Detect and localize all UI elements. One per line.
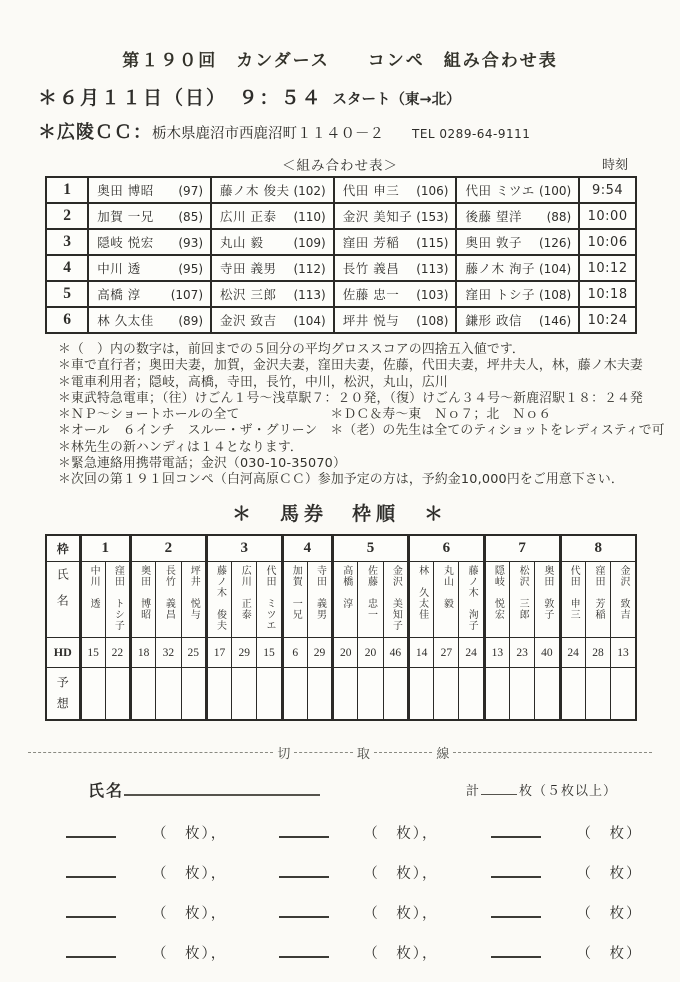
player-cell [456,307,579,333]
bracket-player: 奥田 敦子 [535,562,560,638]
player-cell [334,307,457,333]
player-score: (126) [538,236,572,250]
hd-row-label: HD [46,638,80,668]
bracket-player: 奥田 博昭 [131,562,156,638]
prediction-cell [282,668,307,720]
player-cell [456,281,579,307]
player-cell [456,229,579,255]
hd-value: 28 [585,638,610,668]
bracket-player: 窪田 トシ子 [105,562,130,638]
player-name: 鎌形 政信 [465,313,522,328]
prediction-row-label: 予想 [46,668,80,720]
bracket-player: 藤ノ木 俊夫 [206,562,231,638]
slip-name-label: 氏名 [88,780,125,800]
cut-char: 線 [436,746,450,762]
bracket-player: 寺田 義男 [307,562,332,638]
player-cell [88,203,211,229]
prediction-cell [611,668,636,720]
bet-count-label: （ 枚）， [152,945,228,962]
player-name: 窪田 芳稲 [342,235,400,250]
bet-fill-line [66,826,116,838]
bet-count-label: （ 枚）， [363,945,439,962]
slip-total [466,780,617,799]
venue-line [38,118,680,144]
prediction-row [46,668,636,720]
frame-number: 2 [131,535,207,562]
date-time-text: ＊６月１１日（日） ９：５４ [38,87,323,109]
hd-value: 25 [181,638,206,668]
hd-value: 40 [535,638,560,668]
player-name: 藤ノ木 洵子 [465,261,535,276]
player-name: 坪井 悦与 [342,313,400,328]
player-cell [334,177,457,203]
hd-value: 24 [459,638,484,668]
start-time: 10:00 [579,203,636,229]
player-score: (100) [538,184,572,198]
bet-entry-row [66,822,680,862]
pairing-caption-row [0,154,680,172]
notes-section [58,342,680,489]
start-time: 10:18 [579,281,636,307]
hd-value: 13 [611,638,636,668]
bet-fill-line [66,906,116,918]
player-score: (88) [546,210,572,224]
group-number: 6 [46,307,88,333]
bet-fill-line [279,906,329,918]
venue-name: ＊広陵ＣＣ： [38,122,152,143]
cut-dash [374,752,432,753]
player-score: (110) [293,210,326,224]
handicap-row [46,638,636,668]
pairing-table-caption: ＜組み合わせ表＞ [282,158,398,174]
bracket-player: 加賀 一兄 [282,562,307,638]
frame-number: 3 [206,535,282,562]
bet-entry-row [66,942,680,982]
player-score: (146) [538,314,572,328]
bracket-player: 林 久太佳 [408,562,433,638]
bracket-player: 中川 透 [80,562,105,638]
hd-value: 32 [156,638,181,668]
hd-value: 20 [358,638,383,668]
player-cell [88,281,211,307]
note-line: ＊ＮＰ～ショートホールの全て ＊ＤＣ＆寿～東 Ｎｏ７；北 Ｎｏ６ [58,407,552,423]
bet-entry-row [66,862,680,902]
prediction-cell [333,668,358,720]
bracket-player: 金沢 美知子 [383,562,408,638]
bracket-player: 代田 ミツエ [257,562,282,638]
bet-count-label: （ 枚）， [363,905,439,922]
player-cell [211,255,334,281]
prediction-cell [80,668,105,720]
player-name: 後藤 望洋 [465,209,522,224]
prediction-cell [131,668,156,720]
player-score: (104) [538,262,572,276]
bet-count-label: （ 枚）， [363,865,439,882]
bracket-player: 金沢 致吉 [611,562,636,638]
player-cell [88,177,211,203]
player-score: (109) [293,236,326,250]
player-score: (104) [293,314,326,328]
bet-fill-line [491,906,541,918]
prediction-cell [257,668,282,720]
time-column-header: 時刻 [601,158,628,173]
bracket-section-title: ＊ 馬券 枠順 ＊ [231,502,448,525]
player-cell [334,281,457,307]
prediction-cell [206,668,231,720]
hd-value: 29 [307,638,332,668]
note-line: ＊（ ）内の数字は，前回までの５回分の平均グロススコアの四捨五入値です． [58,342,525,357]
player-name: 金沢 美知子 [342,209,413,224]
bet-fill-line [279,826,329,838]
player-name: 奥田 博昭 [97,183,154,198]
frame-number-row [46,535,636,562]
player-cell [88,255,211,281]
cut-dash [28,752,273,753]
player-name: 代田 申三 [342,183,400,198]
bet-entry-section [66,822,680,982]
bet-entry-row [66,902,680,942]
prediction-cell [510,668,535,720]
frame-row-label: 枠 [46,535,80,562]
start-time: 9:54 [579,177,636,203]
start-course-note: スタート（東→北） [332,92,461,108]
bet-count-label: （ 枚）， [363,825,439,842]
bet-count-label: （ 枚） [576,905,643,922]
total-suffix: 枚（５枚以上） [519,783,618,799]
player-score: (93) [178,236,204,250]
player-cell [211,229,334,255]
player-name: 窪田 トシ子 [465,287,535,302]
player-score: (108) [416,314,449,328]
player-name: 林 久太佳 [97,313,154,328]
start-time: 10:12 [579,255,636,281]
note-line: ＊車で直行者；奥田夫妻，加賀，金沢夫妻，窪田夫妻，佐藤，代田夫妻，坪井夫人，林，藤ノ木夫妻 [58,358,643,374]
hd-value: 13 [484,638,509,668]
group-number: 1 [46,177,88,203]
hd-value: 18 [131,638,156,668]
player-cell [456,255,579,281]
player-cell [456,177,579,203]
player-score: (113) [293,288,326,302]
player-score: (95) [178,262,204,276]
player-cell [456,203,579,229]
prediction-cell [484,668,509,720]
bet-fill-line [279,866,329,878]
start-time: 10:24 [579,307,636,333]
player-cell [211,281,334,307]
note-line: ＊東武特急電車；（往）けごん１号～浅草駅７：２０発，（復）けごん３４号～新鹿沼駅１８：２４発 [58,390,644,406]
total-fill-line [481,782,517,795]
player-score: (89) [178,314,204,328]
prediction-cell [358,668,383,720]
note-line: ＊緊急連絡用携帯電話；金沢（030-10-35070） [58,456,347,472]
prediction-cell [434,668,459,720]
player-name: 広川 正泰 [220,209,277,224]
cut-dash [453,752,652,753]
player-score: (153) [416,210,449,224]
name-fill-line [124,779,320,796]
bracket-player: 長竹 義昌 [156,562,181,638]
bracket-player: 松沢 三郎 [510,562,535,638]
player-cell [334,229,457,255]
prediction-cell [181,668,206,720]
player-cell [334,203,457,229]
bet-fill-line [491,866,541,878]
bracket-player: 佐藤 忠一 [358,562,383,638]
player-name: 寺田 義男 [220,261,277,276]
bet-count-label: （ 枚）， [152,905,228,922]
hd-value: 6 [282,638,307,668]
bet-fill-line [66,866,116,878]
hd-value: 23 [510,638,535,668]
prediction-cell [383,668,408,720]
hd-value: 24 [560,638,585,668]
player-name: 代田 ミツエ [465,183,535,198]
player-score: (107) [170,288,204,302]
player-name: 松沢 三郎 [220,287,277,302]
group-number: 2 [46,203,88,229]
hd-value: 15 [257,638,282,668]
bracket-player: 代田 申三 [560,562,585,638]
prediction-cell [307,668,332,720]
bet-count-label: （ 枚）， [152,865,228,882]
table-row [46,203,636,229]
player-cell [88,229,211,255]
bet-count-label: （ 枚）， [152,825,228,842]
note-line: ＊次回の第１９１回コンペ（白河高原ＣＣ）参加予定の方は，予約金10,000円をご用意下さい． [58,472,624,488]
bracket-player: 窪田 芳稲 [585,562,610,638]
cut-char: 切 [277,746,291,762]
bracket-player: 隠岐 悦宏 [484,562,509,638]
player-cell [334,255,457,281]
prediction-cell [105,668,130,720]
player-name: 佐藤 忠一 [342,287,400,302]
table-row [46,229,636,255]
bet-fill-line [66,946,116,958]
bet-fill-line [279,946,329,958]
player-name: 奥田 敦子 [465,235,522,250]
frame-number: 1 [80,535,131,562]
name-row-label: 氏名 [46,562,80,638]
player-name: 藤ノ木 俊夫 [220,183,290,198]
player-name: 高橋 淳 [97,287,141,302]
cut-line [28,743,652,762]
player-score: (112) [293,262,326,276]
page-title: 第１９０回 カンダース コンペ 組み合わせ表 [122,51,558,71]
note-line: ＊オール ６インチ スルー・ザ・グリーン ＊（老）の先生は全てのティショットをレディスティで可 [58,423,665,439]
hd-value: 27 [434,638,459,668]
prediction-cell [459,668,484,720]
hd-value: 14 [408,638,433,668]
date-start-line [38,83,680,110]
player-score: (108) [538,288,572,302]
table-row [46,177,636,203]
venue-phone: TEL 0289-64-9111 [412,127,531,141]
hd-value: 20 [333,638,358,668]
prediction-cell [408,668,433,720]
player-score: (102) [293,184,326,198]
bet-count-label: （ 枚） [576,865,643,882]
prediction-cell [156,668,181,720]
slip-name-row [88,778,680,802]
table-row [46,307,636,333]
bracket-player: 丸山 毅 [434,562,459,638]
start-time: 10:06 [579,229,636,255]
player-name: 中川 透 [97,261,141,276]
player-score: (106) [416,184,449,198]
bracket-player: 高橋 淳 [333,562,358,638]
hd-value: 29 [232,638,257,668]
note-line: ＊電車利用者；隠岐，高橋，寺田，長竹，中川，松沢，丸山，広川 [58,374,448,390]
player-name-row [46,562,636,638]
venue-address: 栃木県鹿沼市西鹿沼町１１４０－２ [152,126,384,142]
prediction-cell [535,668,560,720]
hd-value: 46 [383,638,408,668]
player-name: 加賀 一兄 [97,209,154,224]
frame-number: 4 [282,535,333,562]
player-name: 金沢 致吉 [220,313,277,328]
player-cell [211,177,334,203]
frame-number: 5 [333,535,409,562]
player-name: 丸山 毅 [220,235,264,250]
player-cell [211,307,334,333]
player-score: (103) [416,288,449,302]
player-score: (115) [416,236,449,250]
hd-value: 22 [105,638,130,668]
player-score: (97) [178,184,204,198]
frame-number: 6 [408,535,484,562]
table-row [46,281,636,307]
frame-number: 7 [484,535,560,562]
group-number: 5 [46,281,88,307]
table-row [46,255,636,281]
player-score: (85) [178,210,204,224]
prediction-cell [560,668,585,720]
bet-count-label: （ 枚） [576,825,643,842]
total-label: 計 [466,783,480,799]
bet-fill-line [491,946,541,958]
pairing-table [45,176,637,334]
frame-number: 8 [560,535,636,562]
cut-char: 取 [356,746,370,762]
bracket-player: 坪井 悦与 [181,562,206,638]
cut-dash [294,752,352,753]
player-name: 長竹 義昌 [342,261,400,276]
hd-value: 15 [80,638,105,668]
player-name: 隠岐 悦宏 [97,235,154,250]
bet-count-label: （ 枚） [576,945,643,962]
bet-fill-line [491,826,541,838]
player-cell [88,307,211,333]
note-line: ＊林先生の新ハンディは１４となります． [58,439,303,455]
bracket-table [45,534,637,721]
player-score: (113) [416,262,449,276]
group-number: 3 [46,229,88,255]
hd-value: 17 [206,638,231,668]
group-number: 4 [46,255,88,281]
player-cell [211,203,334,229]
bracket-player: 広川 正泰 [232,562,257,638]
prediction-cell [232,668,257,720]
bracket-player: 藤ノ木 洵子 [459,562,484,638]
prediction-cell [585,668,610,720]
